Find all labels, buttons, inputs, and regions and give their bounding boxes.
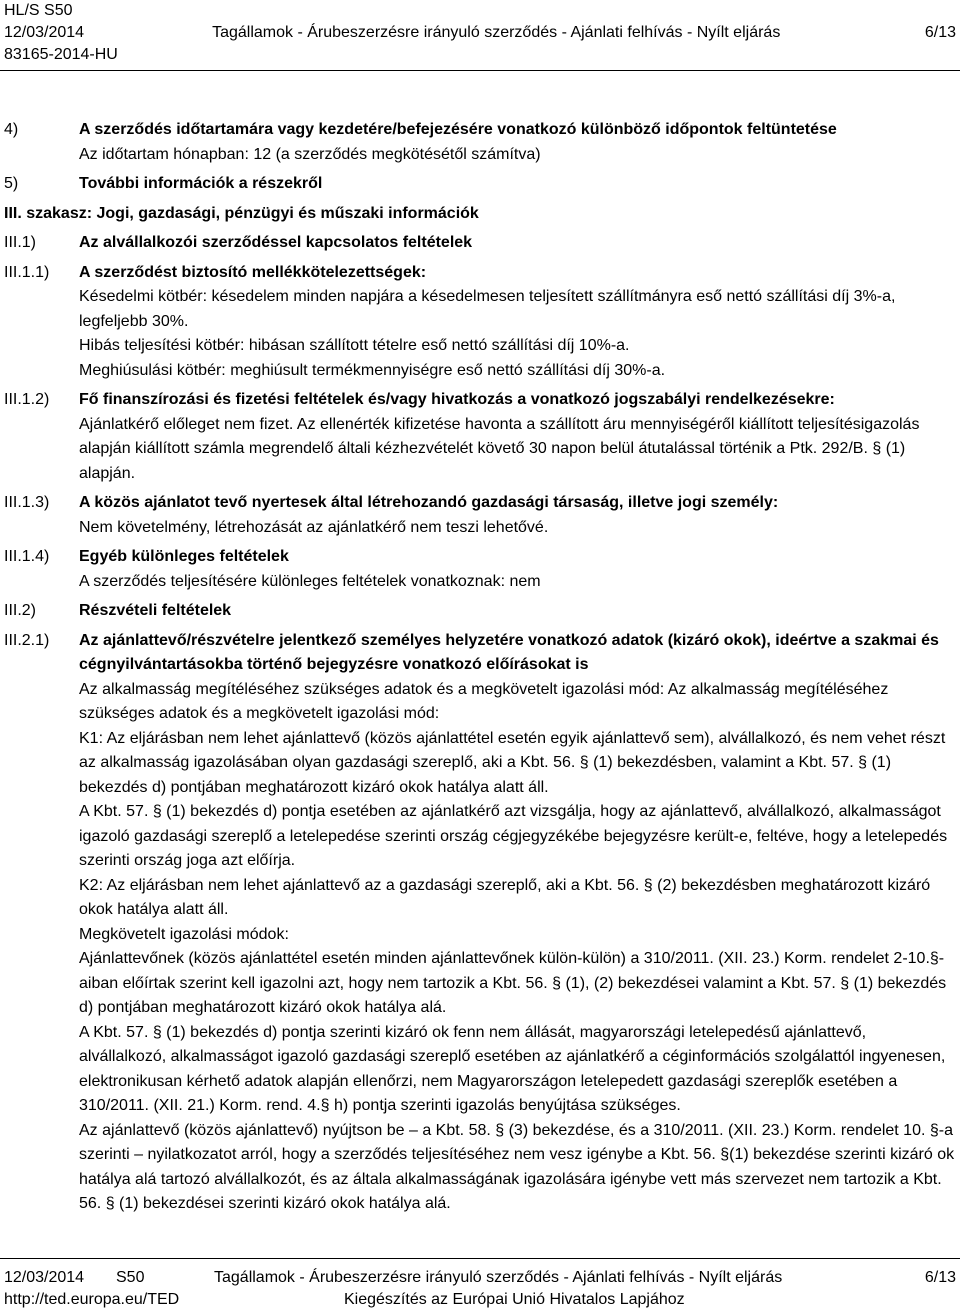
section-paragraph: A szerződés teljesítésére különleges feltételek vonatkoznak: nem: [79, 572, 541, 590]
document-body: [4, 118, 956, 1217]
header-publication: HL/S S50: [4, 2, 73, 19]
section-number: III.1.2): [4, 391, 50, 408]
section-number: III.1.1): [4, 263, 50, 281]
footer-publication: S50: [116, 1269, 145, 1286]
section-number: III.2): [4, 602, 37, 619]
section: [4, 118, 956, 167]
section-paragraph: K2: Az eljárásban nem lehet ajánlattevő az a gazdasági szereplő, aki a Kbt. 56. § (2) bekezdésben meghatározott kizáró okok hatálya alatt áll.: [79, 876, 931, 918]
section-heading: A szerződés időtartamára vagy kezdetére/befejezésére vonatkozó különböző időpontok feltüntetése: [79, 121, 837, 138]
section-paragraph: Az időtartam hónapban: 12 (a szerződés megkötésétől számítva): [79, 145, 541, 163]
section-paragraph: Az alkalmasság megítéléséhez szükséges adatok és a megkövetelt igazolási mód: Az alkalmasság megítéléséhez szükséges adatok és a megkövetelt igazolási mód:: [79, 680, 889, 722]
section-body: [4, 202, 956, 227]
header-divider: [0, 70, 960, 71]
section: [4, 599, 956, 624]
section-body: [79, 388, 956, 486]
section-heading: Az ajánlattevő/részvételre jelentkező személyes helyzetére vonatkozó adatok (kizáró okok), ideértve a szakmai és cégnyilvántartásokba történő bejegyzésre vonatkozó előírásokat is: [79, 631, 939, 673]
section-number: III.2.1): [4, 631, 50, 649]
section-body: [79, 261, 956, 384]
footer-page-number: 6/13: [924, 1269, 956, 1286]
section-body: [79, 491, 956, 540]
section-body: [79, 599, 956, 624]
section: [4, 491, 956, 540]
section-heading: Részvételi feltételek: [79, 602, 232, 619]
header-page-number: 6/13: [924, 24, 956, 41]
footer-supplement: Kiegészítés az Európai Unió Hivatalos Lapjához: [344, 1291, 685, 1308]
section-paragraph: A Kbt. 57. § (1) bekezdés d) pontja esetében az ajánlatkérő azt vizsgálja, hogy az ajánlattevő, alvállalkozó, alkalmasságot igazoló gazdasági szereplő a letelepedése szerinti ország cégjegyzékébe bejegyzésre került-e, feltéve, hogy a letelepedés szerinti ország joga azt előírja.: [79, 803, 948, 869]
section: [4, 388, 956, 486]
section-number: III.1.4): [4, 548, 50, 565]
section-paragraph: Ajánlatkérő előleget nem fizet. Az ellenérték kifizetése havonta a szállított áru mennyiségéről kiállított teljesítésigazolás alapján kiállított számla megrendelő általi kézhezvételét követő 30 napon belül átutalással történik a Ptk. 292/B. § (1) alapján.: [79, 415, 920, 482]
section-paragraph: A Kbt. 57. § (1) bekezdés d) pontja szerinti kizáró ok fenn nem állását, magyarországi letelepedésű ajánlattevő, alvállalkozó, alkalmasságot igazoló gazdasági szereplő esetében az ajánlatkérő a céginformációs szolgálattól ingyenesen, elektronikusan kérhető adatok alapján ellenőrzi, nem Magyarországon letelepedett gazdasági szereplők esetében a 310/2011. (XII. 21.) Korm. rend. 4.§ h) pontja szerinti igazolás benyújtása szükséges.: [79, 1023, 946, 1114]
section-body: [79, 231, 956, 256]
section-body: [79, 172, 956, 197]
section-paragraph: Hibás teljesítési kötbér: hibásan szállított tételre eső nettó szállítási díj 10%-a.: [79, 337, 630, 354]
section-heading: A szerződést biztosító mellékkötelezettségek:: [79, 263, 427, 281]
section-heading: Egyéb különleges feltételek: [79, 548, 289, 565]
section-number: III.1): [4, 234, 37, 251]
section: [4, 545, 956, 594]
section-heading: További információk a részekről: [79, 175, 323, 192]
section-paragraph: Nem követelmény, létrehozását az ajánlatkérő nem teszi lehetővé.: [79, 518, 549, 536]
footer-date: 12/03/2014: [4, 1269, 85, 1286]
section: [4, 261, 956, 384]
section-paragraph: Késedelmi kötbér: késedelem minden napjára a késedelmesen teljesített szállítmányra eső nettó szállítási díj 3%-a, legfeljebb 30%.: [79, 288, 896, 330]
section-heading: Az alvállalkozói szerződéssel kapcsolatos feltételek: [79, 234, 473, 251]
section-paragraph: Megkövetelt igazolási módok:: [79, 925, 289, 943]
section-number: 5): [4, 175, 19, 192]
section-paragraph: K1: Az eljárásban nem lehet ajánlattevő (közös ajánlattétel esetén egyik ajánlattevő sem), alvállalkozó, és nem vehet részt az alkalmasság igazolásában olyan gazdasági szereplő, aki a Kbt. 56. § (1) bekezdésben, valamint a Kbt. 57. § (1) bekezdés d) pontjában meghatározott kizáró okok hatálya alatt áll.: [79, 729, 946, 796]
section-body: [79, 118, 956, 167]
section-body: [79, 629, 956, 1217]
footer-url[interactable]: http://ted.europa.eu/TED: [4, 1291, 180, 1308]
footer-divider: [0, 1258, 960, 1259]
section-number: III.1.3): [4, 494, 50, 511]
section-heading: A közös ajánlatot tevő nyertesek által létrehozandó gazdasági társaság, illetve jogi személy:: [79, 494, 779, 511]
header-title: Tagállamok - Árubeszerzésre irányuló szerződés - Ajánlati felhívás - Nyílt eljárás: [212, 24, 781, 41]
section-paragraph: Meghiúsulási kötbér: meghiúsult termékmennyiségre eső nettó szállítási díj 30%-a.: [79, 361, 666, 379]
footer-title: Tagállamok - Árubeszerzésre irányuló szerződés - Ajánlati felhívás - Nyílt eljárás: [214, 1269, 783, 1286]
section-paragraph: Ajánlattevőnek (közös ajánlattétel esetén minden ajánlattevőnek külön-külön) a 310/2011. (XII. 23.) Korm. rendelet 2-10.§-aiban előírtak szerint kell igazolni azt, hogy nem tartozik a Kbt. 56. § (1), (2) bekezdései valamint a Kbt. 57. § (1) bekezdés d) pontjában meghatározott kizáró okok hatálya alá.: [79, 950, 947, 1016]
section-paragraph: Az ajánlattevő (közös ajánlattevő) nyújtson be – a Kbt. 58. § (3) bekezdése, és a 310/2011. (XII. 23.) Korm. rendelet 10. §-a szerinti – nyilatkozatot arról, hogy a szerződés teljesítéséhez nem vesz igénybe a Kbt. 56. §(1) bekezdése szerinti kizáró ok hatálya alá tartozó alvállalkozót, és az általa alkalmasságának igazolására igénybe vett más szervezet nem tartozik a Kbt. 56. § (1) bekezdései szerinti kizáró okok hatálya alá.: [79, 1121, 955, 1212]
header-date: 12/03/2014: [4, 24, 85, 41]
page-footer: [4, 1267, 956, 1311]
section: [4, 231, 956, 256]
section: [4, 629, 956, 1217]
section-body: [79, 545, 956, 594]
section-heading: Fő finanszírozási és fizetési feltételek és/vagy hivatkozás a vonatkozó jogszabályi rendelkezésekre:: [79, 391, 835, 408]
page-header: [4, 0, 956, 66]
section: [4, 172, 956, 197]
section-heading: III. szakasz: Jogi, gazdasági, pénzügyi és műszaki információk: [4, 204, 479, 222]
header-reference: 83165-2014-HU: [4, 46, 118, 63]
section-number: 4): [4, 121, 19, 138]
section: [4, 202, 956, 227]
